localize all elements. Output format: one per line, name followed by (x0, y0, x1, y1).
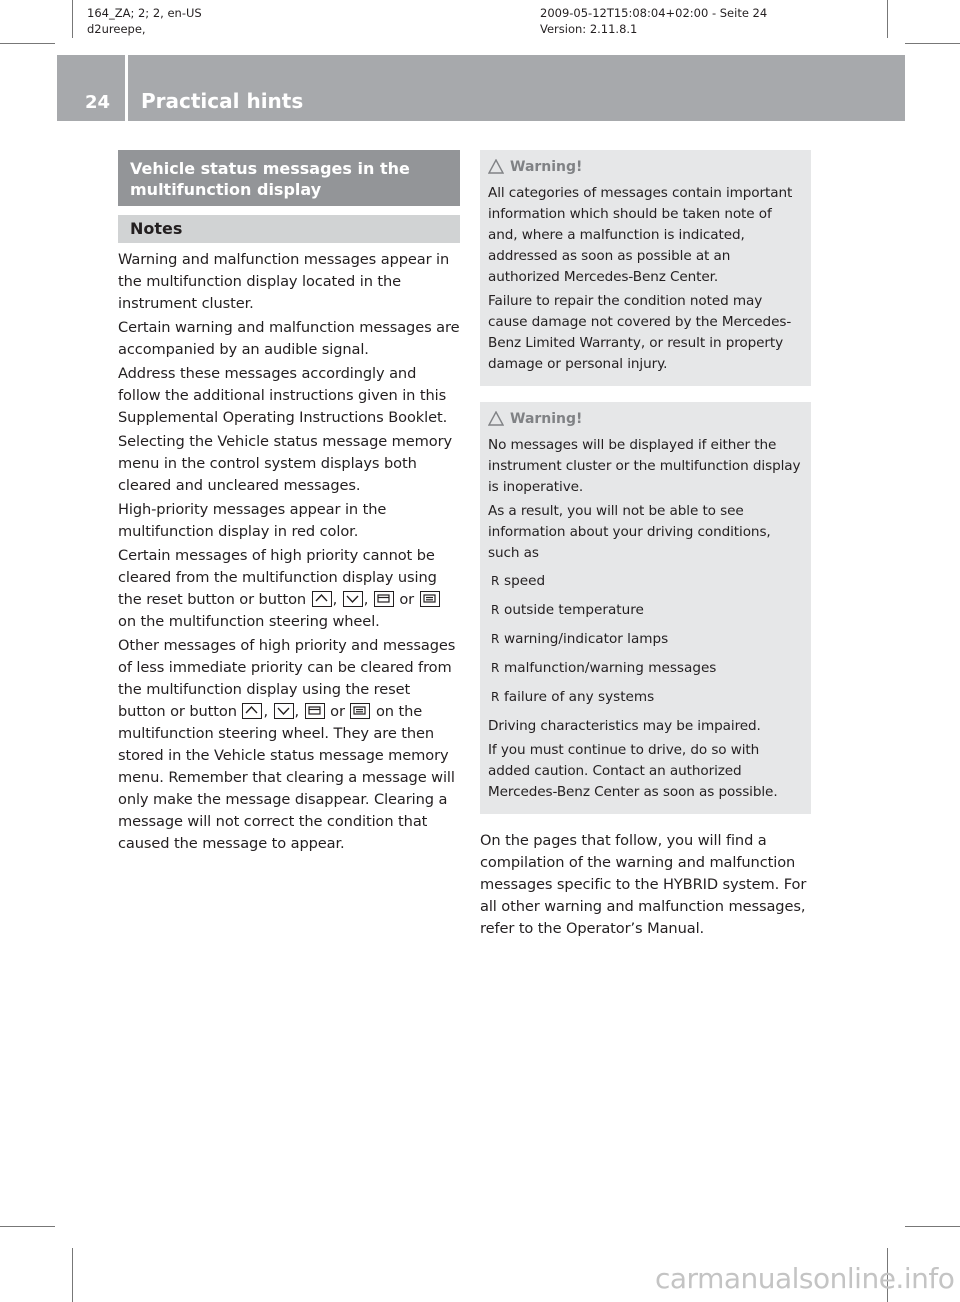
page-back-button-icon (420, 591, 440, 607)
warning-title-text: Warning! (510, 411, 583, 427)
paragraph-text: Certain messages of high priority cannot be cleared from the multifunction display using the reset button or button (118, 547, 437, 608)
paragraph: Certain warning and malfunction messages are accompanied by an audible signal. (118, 319, 460, 358)
crop-mark (72, 0, 73, 38)
crop-mark (905, 1226, 960, 1227)
right-column (480, 150, 811, 955)
warning-title (488, 410, 803, 431)
list-item: R speed (488, 567, 803, 596)
paragraph-text: on the multifunction steering wheel. They are then stored in the Vehicle status message memory menu. Remember that clearing a message will only make the message disappear. Clearing a message will not correct the condition that caused the message to appear. (118, 703, 455, 852)
notes-heading: Notes (118, 215, 460, 243)
warning-text: All categories of messages contain important information which should be taken note of and, where a malfunction is indicated, addressed as soon as possible at an authorized Mercedes-Benz Center. (488, 185, 793, 285)
paragraph-text: on the multifunction steering wheel. (118, 613, 380, 630)
warning-text: No messages will be displayed if either the instrument cluster or the multifunction display is inoperative. (488, 437, 801, 495)
warning-triangle-icon (488, 159, 504, 179)
warning-text: As a result, you will not be able to see information about your driving conditions, such as (488, 503, 771, 561)
warning-title (488, 158, 803, 179)
warning-title-text: Warning! (510, 159, 583, 175)
crop-mark (905, 43, 960, 44)
meta-right-line1: 2009-05-12T15:08:04+02:00 - Seite 24 (540, 6, 768, 20)
warning-box (480, 402, 811, 814)
paragraph-text: Other messages of high priority and messages of less immediate priority can be cleared from the multifunction display using the reset button or button (118, 637, 456, 720)
print-meta-right (540, 5, 767, 37)
meta-right-line2: Version: 2.11.8.1 (540, 22, 638, 36)
or-text: or (399, 591, 415, 608)
list-item: R malfunction/warning messages (488, 654, 803, 683)
warning-text: Failure to repair the condition noted may cause damage not covered by the Mercedes-Benz Limited Warranty, or result in property damage or personal injury. (488, 293, 792, 372)
list-item: R failure of any systems (488, 683, 803, 712)
paragraph: Address these messages accordingly and follow the additional instructions given in this Supplemental Operating Instructions Booklet. (118, 365, 448, 426)
closing-paragraph: On the pages that follow, you will find a compilation of the warning and malfunction messages specific to the HYBRID system. For all other warning and malfunction messages, refer to the Operator’s Manual. (480, 832, 807, 937)
chapter-title: Practical hints (141, 89, 304, 113)
page-forward-button-icon (305, 703, 325, 719)
paragraph: Selecting the Vehicle status message memory menu in the control system displays both cleared and uncleared messages. (118, 433, 453, 494)
print-meta-left (87, 5, 202, 37)
warning-text: If you must continue to drive, do so with added caution. Contact an authorized Mercedes-Benz Center as soon as possible. (488, 742, 778, 800)
or-text: or (330, 703, 345, 720)
warning-box (480, 150, 811, 386)
section-title: Vehicle status messages in the multifunction display (118, 150, 460, 206)
up-arrow-button-icon (312, 591, 332, 607)
crop-mark (0, 1226, 55, 1227)
paragraph-buttons-2: Other messages of high priority and messages of less immediate priority can be cleared from the multifunction display using the reset button or button , , or on the multifunction steering wheel. They are then stored in the Vehicle status message memory menu. Remember that clearing a message will only make the message disappear. Clearing a message will not correct the condition that caused the message to appear. (118, 637, 456, 852)
paragraph: Warning and malfunction messages appear in the multifunction display located in the instrument cluster. (118, 251, 450, 312)
page-back-button-icon (350, 703, 370, 719)
crop-mark (0, 43, 55, 44)
meta-left-line1: 164_ZA; 2; 2, en-US (87, 6, 202, 20)
warning-text: Driving characteristics may be impaired. (488, 718, 761, 734)
header-divider (125, 55, 128, 121)
page-number: 24 (85, 92, 111, 113)
list-item: R warning/indicator lamps (488, 625, 803, 654)
warning-triangle-icon (488, 411, 504, 431)
paragraph-buttons-1: Certain messages of high priority cannot be cleared from the multifunction display using the reset button or button , , or on the multifunction steering wheel. (118, 545, 460, 633)
page-forward-button-icon (374, 591, 394, 607)
watermark: carmanualsonline.info (655, 1262, 955, 1295)
down-arrow-button-icon (343, 591, 363, 607)
paragraph: High-priority messages appear in the multifunction display in red color. (118, 501, 387, 540)
up-arrow-button-icon (242, 703, 262, 719)
crop-mark (887, 0, 888, 38)
list-item: R outside temperature (488, 596, 803, 625)
down-arrow-button-icon (274, 703, 294, 719)
meta-left-line2: d2ureepe, (87, 22, 146, 36)
condition-list (488, 567, 803, 712)
left-column (118, 150, 460, 855)
crop-mark (72, 1248, 73, 1302)
